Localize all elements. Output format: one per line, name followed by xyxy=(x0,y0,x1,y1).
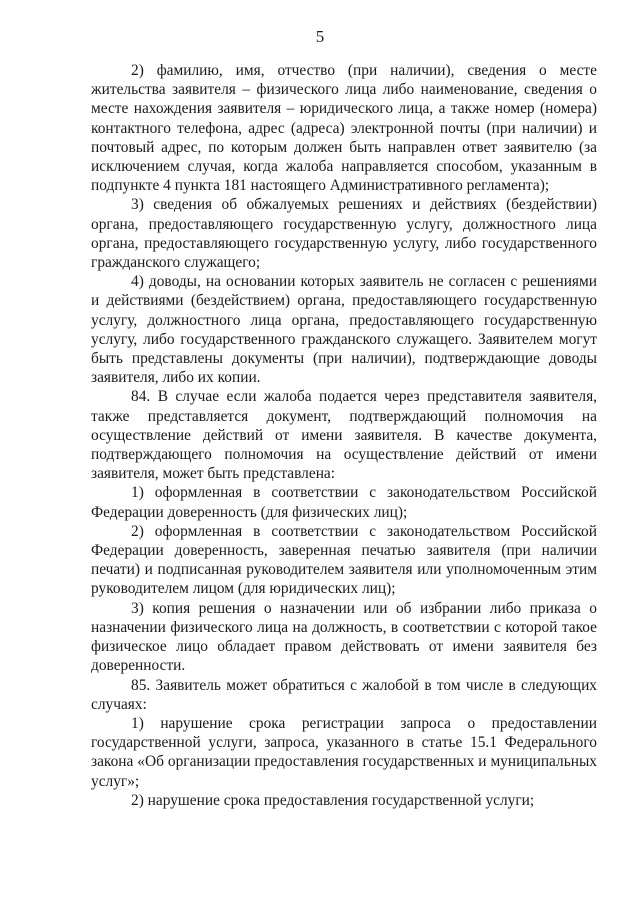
paragraph-arguments: 4) доводы, на основании которых заявитель не согласен с решениями и действиями (бездействием) органа, предоставляющего государственную услугу, должностного лица органа, предоставляющего государственную услугу, либо государственного гражданского служащего. Заявителем могут быть представлены документы (при наличии), подтверждающие доводы заявителя, либо их копии. xyxy=(91,273,597,387)
paragraph-84-representative: 84. В случае если жалоба подается через представителя заявителя, также представляется документ, подтверждающий полномочия на осуществление действий от имени заявителя. В качестве документа, подтверждающего полномочия на осуществление действий от имени заявителя, может быть представлена: xyxy=(91,388,597,483)
paragraph-appealed-decisions: 3) сведения об обжалуемых решениях и действиях (бездействии) органа, предоставляющего государственную услугу, должностного лица органа, предоставляющего государственную услугу, либо государственного гражданского служащего; xyxy=(91,196,597,272)
paragraph-applicant-details: 2) фамилию, имя, отчество (при наличии), сведения о месте жительства заявителя – физического лица либо наименование, сведения о месте нахождения заявителя – юридического лица, а также номер (номера) контактного телефона, адрес (адреса) электронной почты (при наличии) и почтовый адрес, по которым должен быть направлен ответ заявителю (за исключением случая, когда жалоба направляется способом, указанным в подпункте 4 пункта 181 настоящего Административного регламента); xyxy=(91,62,597,195)
paragraph-84-item-2: 2) оформленная в соответствии с законодательством Российской Федерации доверенность, заверенная печатью заявителя (при наличии печати) и подписанная руководителем заявителя или уполномоченным этим руководителем лицом (для юридических лиц); xyxy=(91,522,597,598)
paragraph-84-item-1: 1) оформленная в соответствии с законодательством Российской Федерации доверенность (для физических лиц); xyxy=(91,484,597,521)
paragraph-85-cases: 85. Заявитель может обратиться с жалобой в том числе в следующих случаях: xyxy=(91,676,597,713)
document-body xyxy=(91,61,597,810)
page-number: 5 xyxy=(315,27,325,46)
paragraph-84-item-3: 3) копия решения о назначении или об избрании либо приказа о назначении физического лица на должность, в соответствии с которой такое физическое лицо обладает правом действовать от имени заявителя без доверенности. xyxy=(91,599,597,675)
paragraph-85-item-2: 2) нарушение срока предоставления государственной услуги; xyxy=(131,791,535,809)
paragraph-85-item-1: 1) нарушение срока регистрации запроса о предоставлении государственной услуги, запроса, указанного в статье 15.1 Федерального закона «Об организации предоставления государственных и муниципальных услуг»; xyxy=(91,714,597,790)
